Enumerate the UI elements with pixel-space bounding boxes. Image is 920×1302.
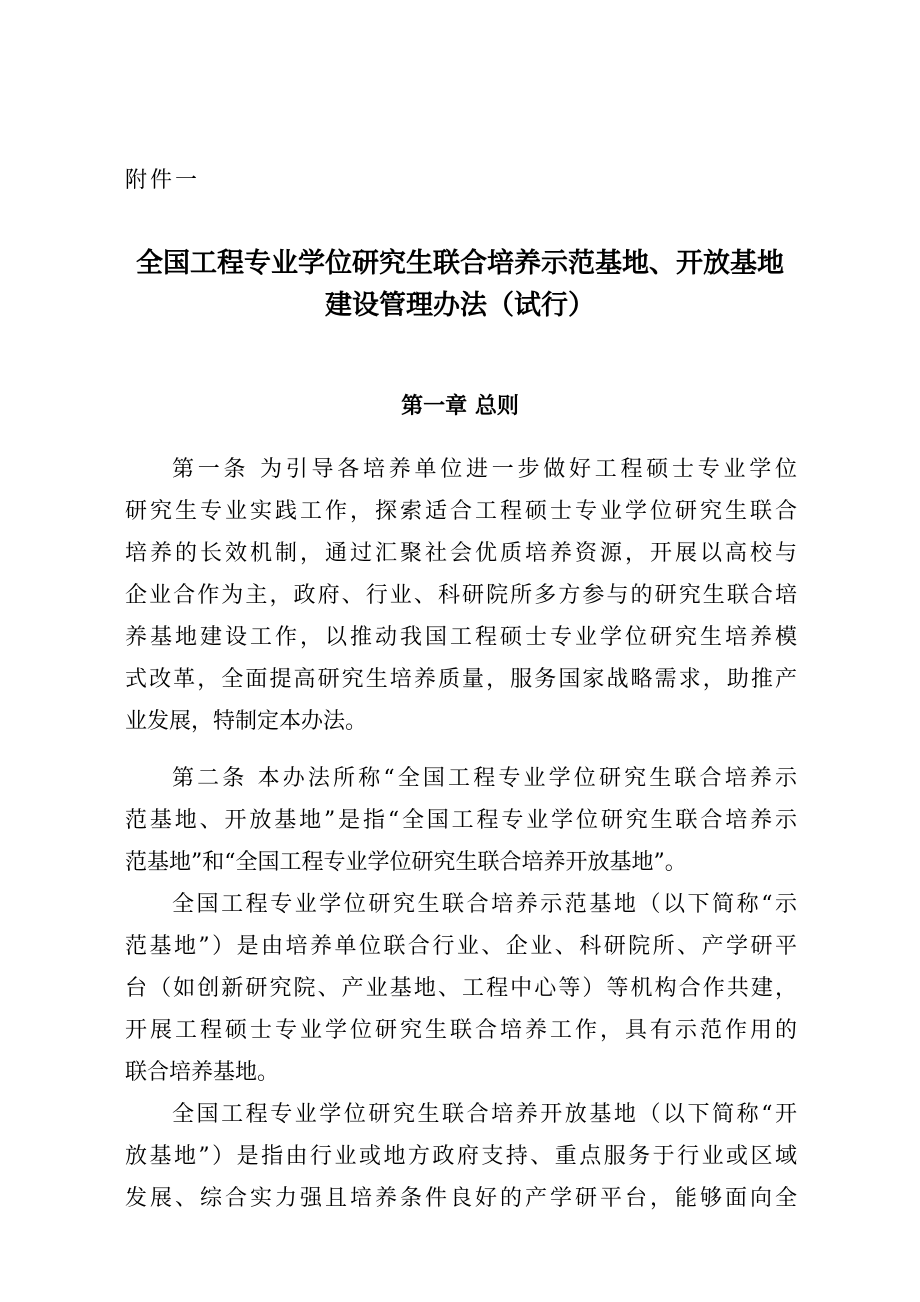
body-line: 企业合作为主，政府、行业、科研院所多方参与的研究生联合培 [125, 583, 797, 608]
body-line: 养基地建设工作，以推动我国工程硕士专业学位研究生培养模 [125, 625, 797, 650]
body-line: 范基地、开放基地”是指“全国工程专业学位研究生联合培养示 [125, 808, 797, 833]
body-line: 范基地”和“全国工程专业学位研究生联合培养开放基地”。 [125, 850, 687, 875]
body-line: 研究生专业实践工作，探索适合工程硕士专业学位研究生联合 [125, 499, 797, 524]
body-line: 发展、综合实力强且培养条件良好的产学研平台，能够面向全 [125, 1186, 797, 1211]
body-line: 联合培养基地。 [125, 1060, 280, 1085]
body-line: 业发展，特制定本办法。 [125, 709, 368, 734]
body-line: 培养的长效机制，通过汇聚社会优质培养资源，开展以高校与 [125, 541, 797, 566]
chapter-heading: 第一章 总则 [401, 394, 519, 419]
body-line: 开展工程硕士专业学位研究生联合培养工作，具有示范作用的 [125, 1018, 797, 1043]
body-line: 式改革，全面提高研究生培养质量，服务国家战略需求，助推产 [125, 667, 797, 692]
attachment-label: 附件一 [125, 168, 201, 193]
document-title-line-1: 全国工程专业学位研究生联合培养示范基地、开放基地 [136, 248, 784, 279]
body-line: 范基地”）是由培养单位联合行业、企业、科研院所、产学研平 [125, 934, 797, 959]
document-title-line-2: 建设管理办法（试行） [325, 290, 595, 321]
body-line: 放基地”）是指由行业或地方政府支持、重点服务于行业或区域 [125, 1144, 797, 1169]
body-line: 第二条 本办法所称“全国工程专业学位研究生联合培养示 [172, 766, 797, 791]
body-line: 第一条 为引导各培养单位进一步做好工程硕士专业学位 [172, 457, 797, 482]
body-line: 全国工程专业学位研究生联合培养示范基地（以下简称“示 [172, 892, 797, 917]
body-line: 台（如创新研究院、产业基地、工程中心等）等机构合作共建， [125, 976, 797, 1001]
body-line: 全国工程专业学位研究生联合培养开放基地（以下简称“开 [172, 1102, 797, 1127]
